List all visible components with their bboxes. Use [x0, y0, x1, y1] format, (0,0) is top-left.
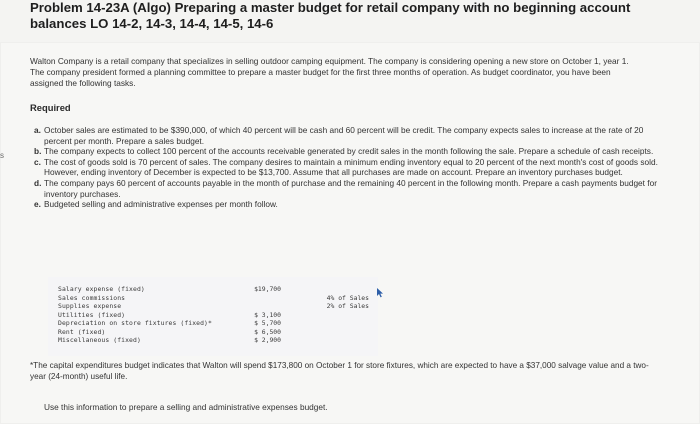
expense-rate: 2% of Sales — [326, 302, 369, 310]
capital-expenditure-footnote: *The capital expenditures budget indicates that Walton will spend $173,800 on October 1 for store fixtures, which are expected to have a $37,000 salvage value and a two-year (24-month) useful life. — [30, 361, 649, 381]
table-row — [58, 302, 383, 311]
required-item-e — [34, 199, 658, 210]
expense-value: $19,700 — [254, 285, 281, 293]
expense-value: $ 2,900 — [254, 336, 281, 344]
expense-label: Sales commissions — [58, 293, 126, 302]
required-heading: Required — [30, 102, 71, 113]
required-item-c — [34, 157, 658, 178]
expense-table-panel — [48, 277, 378, 356]
required-item-text: Budgeted selling and administrative expenses per month follow. — [44, 199, 278, 210]
required-item-text: The company pays 60 percent of accounts payable in the month of purchase and the remaining 40 percent in the following month. Prepare a cash payments budget for inventory purchases. — [44, 177, 657, 199]
expense-value: $ 3,100 — [254, 310, 281, 319]
required-list — [34, 125, 658, 210]
expense-label: Rent (fixed) — [58, 327, 106, 336]
problem-title: Problem 14-23A (Algo) Preparing a master budget for retail company with no beginning account balances LO 14-2, 14-3, 14-4, 14-5, 14-6 — [30, 0, 631, 31]
instruction-text: Use this information to prepare a selling and administrative expenses budget. — [44, 402, 328, 412]
required-item-text: The cost of goods sold is 70 percent of sales. The company desires to maintain a minimum ending inventory equal to 20 percent of the next month's cost of goods sold. However, ending inventory of December is expected to be $13,700. Assume that all purchases are made on account. Prepare an inventory purchases budget. — [44, 156, 658, 178]
expense-label: Utilities (fixed) — [58, 310, 126, 319]
required-item-letter: b. — [34, 146, 42, 157]
table-row — [58, 319, 383, 328]
required-item-b — [34, 146, 658, 157]
required-item-letter: a. — [34, 125, 41, 135]
expense-label: Miscellaneous (fixed) — [58, 336, 141, 344]
table-row — [58, 311, 383, 320]
expense-label: Depreciation on store fixtures (fixed)* — [58, 319, 212, 327]
required-item-text: The company expects to collect 100 percent of the accounts receivable generated by credit sales in the month following the sale. Prepare a schedule of cash receipts. — [44, 146, 654, 157]
table-row — [58, 294, 383, 303]
expense-rate: 4% of Sales — [326, 293, 369, 302]
expense-label: Salary expense (fixed) — [58, 285, 145, 293]
expense-value: $ 6,500 — [254, 327, 281, 336]
intro-paragraph: Walton Company is a retail company that specializes in selling outdoor camping equipment. The company is considering opening a new store on October 1, year 1. The company president formed a planning committee to prepare a master budget for the first three months of operation. As budget coordinator, you have been assigned the following tasks. — [30, 56, 629, 88]
required-item-letter: c. — [34, 156, 41, 167]
required-item-text: October sales are estimated to be $390,000, of which 40 percent will be cash and 60 percent will be credit. The company expects sales to increase at the rate of 20 percent per month. Prepare a sales budget. — [44, 125, 644, 146]
table-row — [58, 328, 383, 337]
required-item-letter: d. — [34, 177, 42, 188]
required-item-letter: e. — [34, 199, 41, 210]
required-item-d — [34, 178, 658, 199]
table-row — [58, 285, 383, 294]
expense-table — [58, 285, 383, 345]
required-item-a — [34, 125, 658, 146]
cursor-icon — [376, 288, 384, 298]
table-row — [58, 336, 383, 345]
side-mark: s — [0, 151, 4, 160]
expense-label: Supplies expense — [58, 302, 122, 310]
expense-value: $ 5,700 — [254, 319, 281, 327]
